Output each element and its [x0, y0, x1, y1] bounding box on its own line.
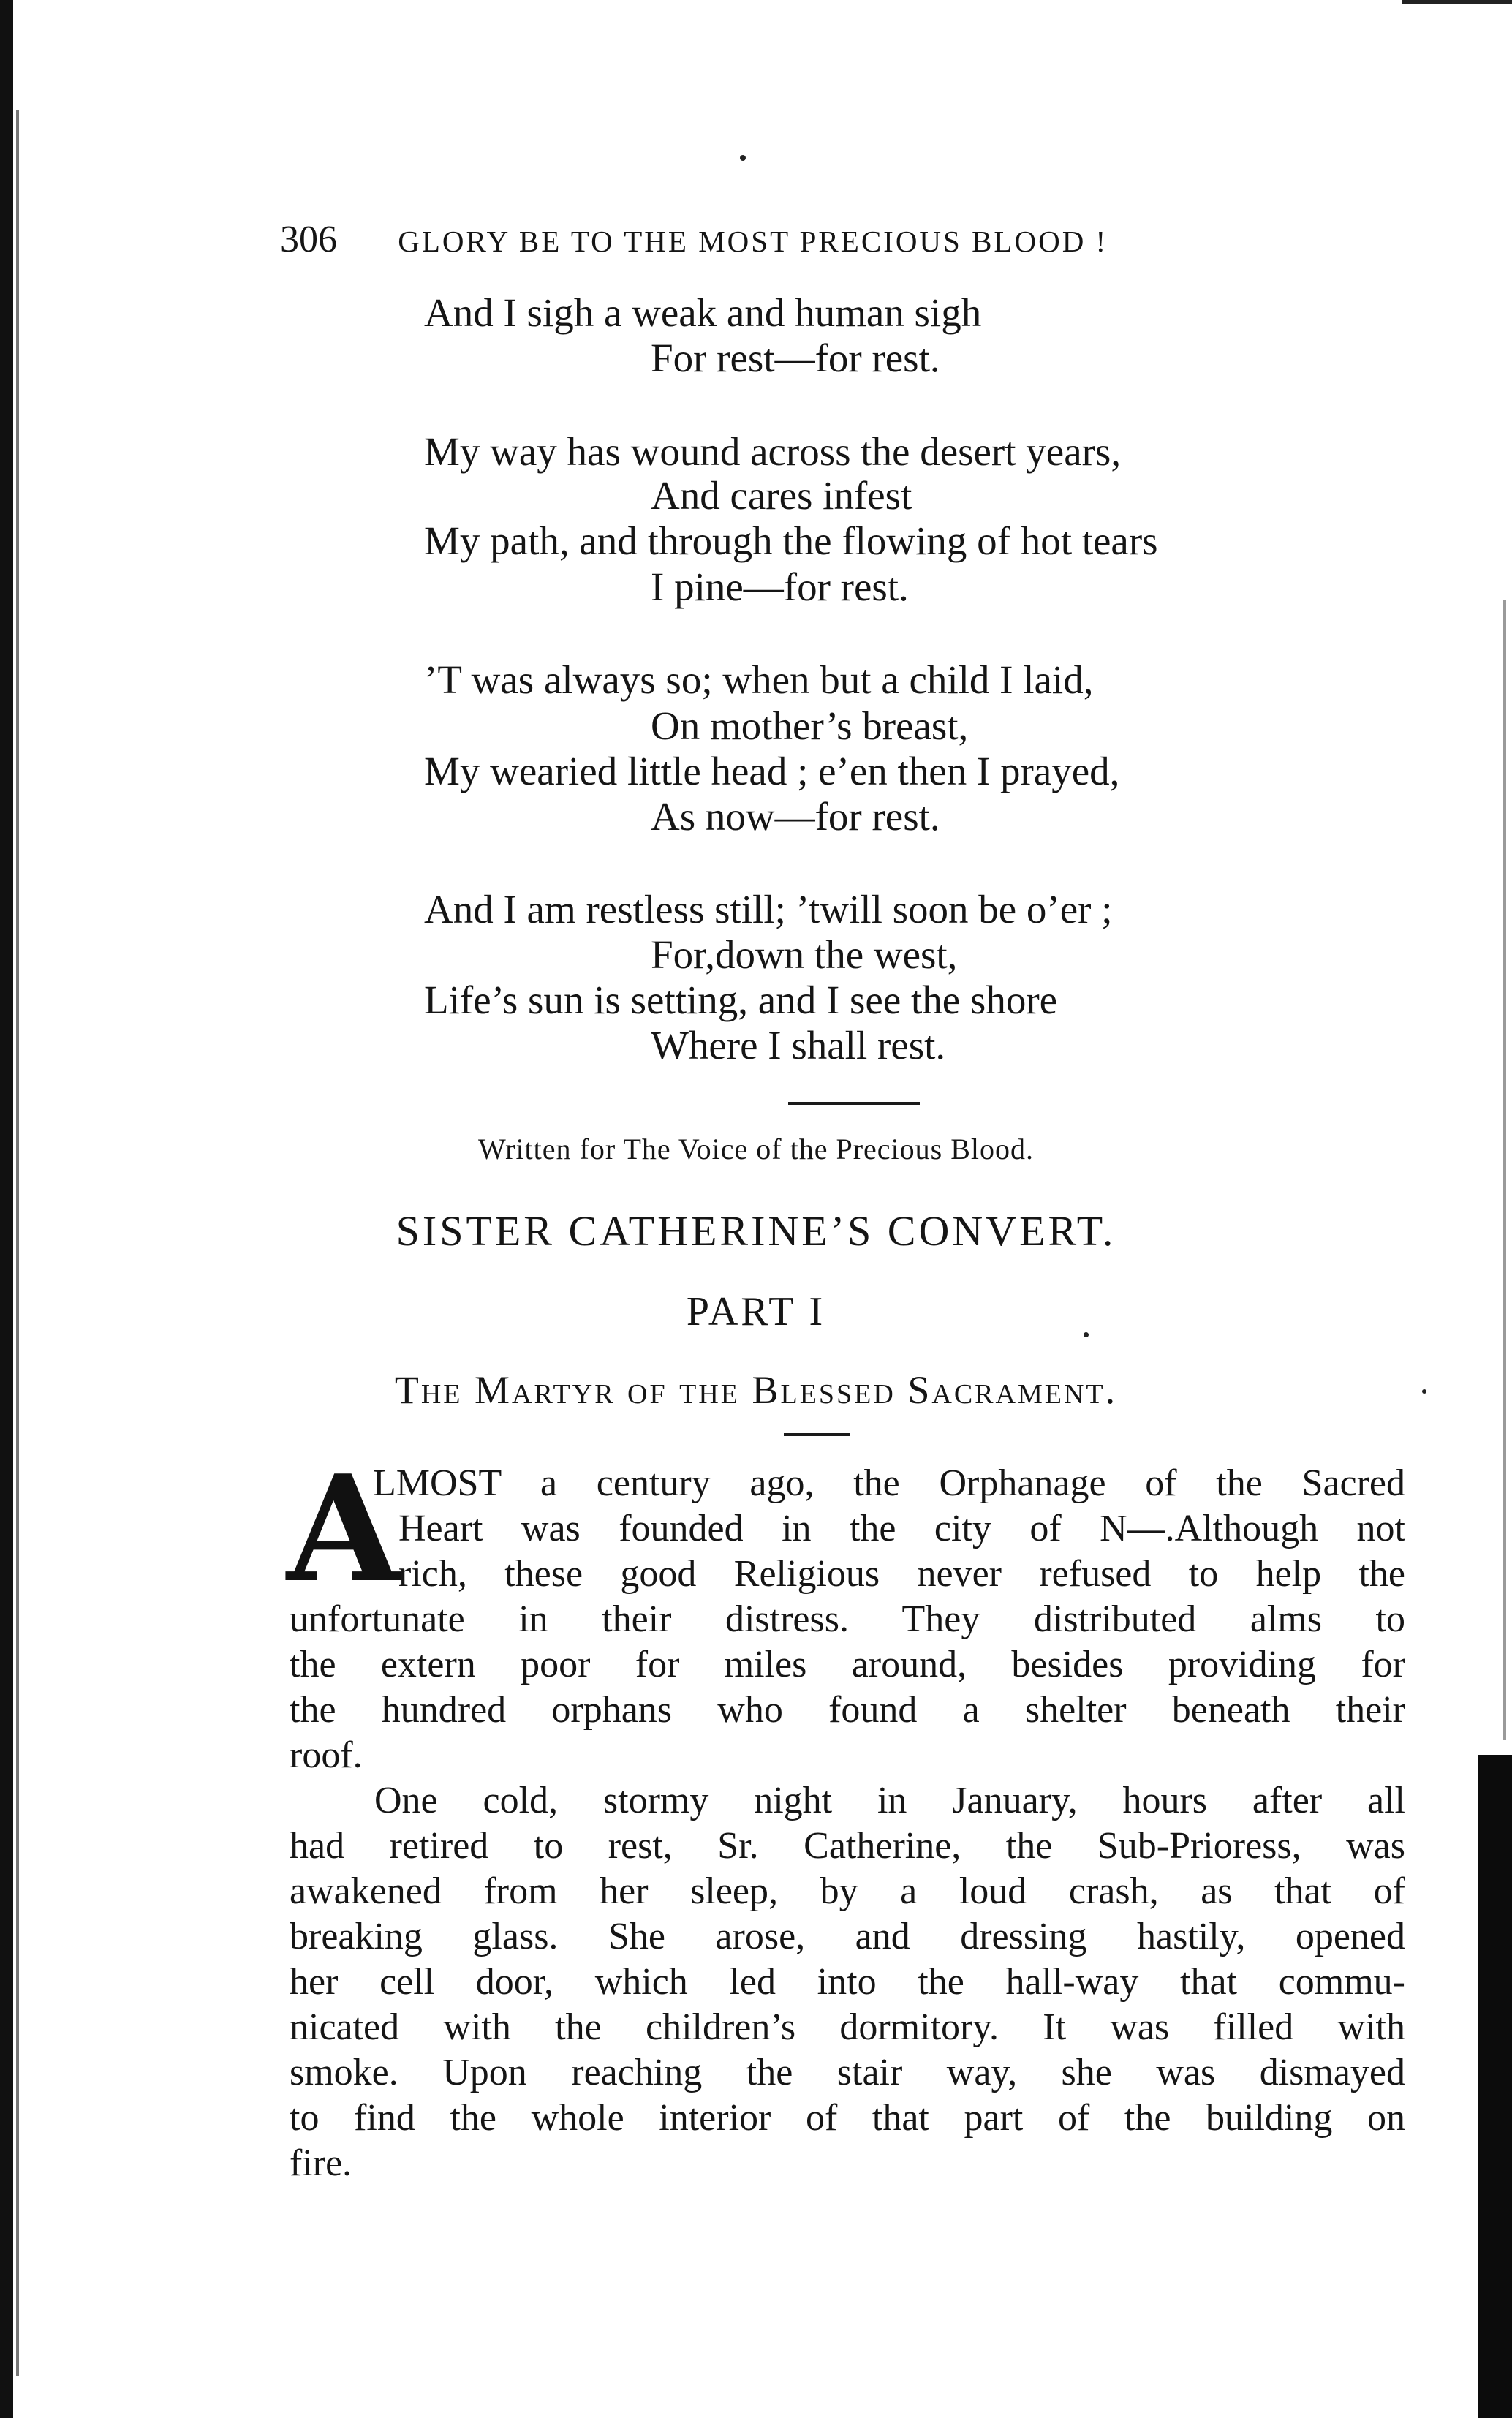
poem-line: For rest—for rest.	[651, 336, 940, 380]
poem-line: I pine—for rest.	[651, 564, 909, 609]
poem-line: My wearied little head ; e’en then I prayed,	[424, 749, 1120, 793]
drop-cap: A	[287, 1443, 401, 1615]
scan-edge-right	[1478, 1755, 1512, 2418]
poem-line: As now—for rest.	[651, 794, 940, 839]
body-line: her cell door, which led into the hall-way that commu-	[290, 1961, 1405, 2003]
running-head-title: GLORY BE TO THE MOST PRECIOUS BLOOD !	[398, 224, 1108, 258]
body-line: to find the whole interior of that part of the building on	[290, 2097, 1405, 2139]
title-divider	[784, 1433, 850, 1436]
page-number: 306	[280, 219, 337, 260]
body-line: the extern poor for miles around, besides providing for	[290, 1644, 1405, 1685]
body-line: nicated with the children’s dormitory. It was filled with	[290, 2006, 1405, 2048]
poem-line: And I am restless still; ’twill soon be o’er ;	[424, 887, 1113, 932]
body-line: the hundred orphans who found a shelter beneath their	[290, 1689, 1405, 1731]
scan-edge-right-line	[1503, 600, 1506, 1740]
poem-line: My way has wound across the desert years,	[424, 429, 1122, 474]
part-heading: PART I	[686, 1289, 826, 1334]
poem-line: And cares infest	[651, 473, 912, 518]
running-head	[280, 218, 1282, 261]
body-line: had retired to rest, Sr. Catherine, the Sub-Prioress, was	[290, 1825, 1405, 1867]
body-line: breaking glass. She arose, and dressing hastily, opened	[290, 1916, 1405, 1957]
poem-line: For,down the west,	[651, 932, 958, 977]
body-line: smoke. Upon reaching the stair way, she was dismayed	[290, 2052, 1405, 2093]
body-line: One cold, stormy night in January, hours after all	[374, 1780, 1405, 1821]
poem-line: Where I shall rest.	[651, 1023, 946, 1068]
poem-line: Life’s sun is setting, and I see the shore	[424, 978, 1058, 1022]
body-line: awakened from her sleep, by a loud crash, as that of	[290, 1870, 1405, 1912]
article-title: SISTER CATHERINE’S CONVERT.	[396, 1207, 1116, 1255]
poem-line: On mother’s breast,	[651, 703, 969, 748]
section-divider	[788, 1102, 920, 1105]
body-line: LMOST a century ago, the Orphanage of the Sacred	[373, 1462, 1405, 1504]
article-subtitle: The Martyr of the Blessed Sacrament.	[394, 1368, 1118, 1412]
poem-line: My path, and through the flowing of hot tears	[424, 518, 1158, 563]
body-line: Heart was founded in the city of N—.Although not	[398, 1508, 1405, 1549]
article-credit: Written for The Voice of the Precious Blood.	[477, 1133, 1035, 1165]
poem-line: ’T was always so; when but a child I laid,	[424, 657, 1094, 702]
body-line: unfortunate in their distress. They distributed alms to	[290, 1598, 1405, 1640]
body-line: roof.	[290, 1734, 363, 1776]
body-line: fire.	[290, 2142, 352, 2184]
scan-edge-top	[1402, 0, 1512, 4]
body-line: rich, these good Religious never refused to help the	[398, 1553, 1405, 1595]
ink-speck	[740, 155, 746, 161]
poem-line: And I sigh a weak and human sigh	[424, 290, 982, 335]
